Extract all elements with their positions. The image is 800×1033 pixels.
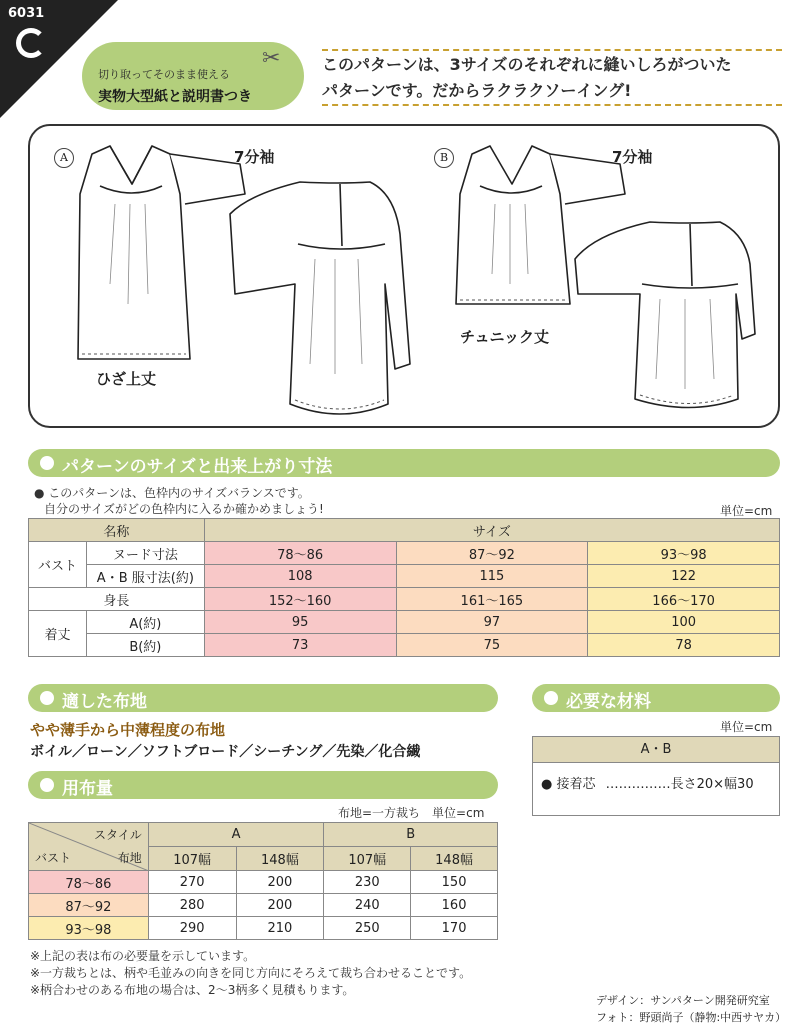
cell: 200 xyxy=(236,871,324,894)
cell: 75 xyxy=(396,634,588,657)
headline-divider-bottom xyxy=(322,104,782,106)
cell: 270 xyxy=(148,871,236,894)
row-height: 身長 xyxy=(29,588,205,611)
style-a-header: A xyxy=(148,823,324,847)
fabric-section-title: 適した布地 xyxy=(62,692,147,712)
size-note-1: ● このパターンは、色枠内のサイズバランスです。 xyxy=(34,486,310,500)
badge-subtitle: 切り取ってそのまま使える xyxy=(98,68,230,81)
badge-title: 実物大型紙と説明書つき xyxy=(98,89,252,105)
headline xyxy=(322,52,782,104)
cell: 73 xyxy=(204,634,396,657)
col-size: サイズ xyxy=(204,519,779,542)
style-a-sleeve-label: 7分袖 xyxy=(234,148,275,166)
table-row xyxy=(29,611,780,634)
headline-line-2: パターンです。だからラクラクソーイング! xyxy=(322,81,632,100)
brand-logo-icon xyxy=(16,28,46,58)
table-row xyxy=(29,894,498,917)
style-a-length-label: ひざ上丈 xyxy=(96,370,157,388)
cell: 210 xyxy=(236,917,324,940)
table-row xyxy=(29,823,498,847)
row-garment: A・B 服寸法(約) xyxy=(86,565,204,588)
cell: 93〜98 xyxy=(588,542,780,565)
credits xyxy=(596,992,786,1026)
style-b-sketch xyxy=(420,134,770,419)
corner-style: スタイル xyxy=(93,828,142,842)
cell: 115 xyxy=(396,565,588,588)
table-row xyxy=(29,917,498,940)
section-bullet-icon xyxy=(40,691,54,705)
materials-unit: 単位=cm xyxy=(720,720,773,734)
cell: 280 xyxy=(148,894,236,917)
bust-cell: 87〜92 xyxy=(29,894,149,917)
style-b-header: B xyxy=(324,823,498,847)
dress-a-back-icon xyxy=(230,182,410,414)
cell: 161〜165 xyxy=(396,588,588,611)
size-note-1-text: このパターンは、色枠内のサイズバランスです。 xyxy=(48,486,310,500)
cell: 87〜92 xyxy=(396,542,588,565)
corner-cell xyxy=(29,823,149,871)
size-table xyxy=(28,518,780,657)
cell: 170 xyxy=(411,917,498,940)
cell: 152〜160 xyxy=(204,588,396,611)
dress-a-front-icon xyxy=(78,146,190,359)
corner-fabric: 布地 xyxy=(117,851,142,865)
table-row xyxy=(29,634,780,657)
cell: 97 xyxy=(396,611,588,634)
cell: 150 xyxy=(411,871,498,894)
cell: 78 xyxy=(588,634,780,657)
row-length: 着丈 xyxy=(29,611,87,657)
cell: 95 xyxy=(204,611,396,634)
table-row xyxy=(29,519,780,542)
cell: 230 xyxy=(324,871,411,894)
corner-bust: バスト xyxy=(35,851,72,865)
fabric-list: ボイル／ローン／ソフトブロード／シーチング／先染／化合繊 xyxy=(30,744,421,760)
size-unit: 単位=cm xyxy=(720,504,773,518)
col-name: 名称 xyxy=(29,519,205,542)
cell: 240 xyxy=(324,894,411,917)
row-b: B(約) xyxy=(86,634,204,657)
section-bullet-icon xyxy=(40,456,54,470)
headline-divider-top xyxy=(322,49,782,51)
bust-cell: 78〜86 xyxy=(29,871,149,894)
table-row xyxy=(29,565,780,588)
style-b-length-label: チュニック丈 xyxy=(460,328,549,346)
materials-header: A・B xyxy=(533,737,779,763)
width-header: 148幅 xyxy=(236,847,324,871)
note: ※一方裁ちとは、柄や毛並みの向きを同じ方向にそろえて裁ち合わせることです。 xyxy=(30,966,472,980)
pattern-code: 6031 xyxy=(8,6,45,21)
cell: 122 xyxy=(588,565,780,588)
width-header: 148幅 xyxy=(411,847,498,871)
cell: 100 xyxy=(588,611,780,634)
headline-line-1: このパターンは、3サイズのそれぞれに縫いしろがついた xyxy=(322,55,732,74)
size-note-2: 自分のサイズがどの色枠内に入るか確かめましょう! xyxy=(44,502,324,516)
cell: 200 xyxy=(236,894,324,917)
materials-item-value: 長さ20×幅30 xyxy=(670,777,754,792)
yardage-table xyxy=(28,822,498,940)
dress-b-back-icon xyxy=(575,222,755,408)
yardage-notes xyxy=(30,948,471,999)
cell: 290 xyxy=(148,917,236,940)
credit-design: デザイン：サンパターン開発研究室 xyxy=(596,994,770,1007)
width-header: 107幅 xyxy=(324,847,411,871)
yardage-meta: 布地=一方裁ち 単位=cm xyxy=(338,806,485,820)
materials-item xyxy=(533,763,779,802)
yardage-section-title: 用布量 xyxy=(62,779,113,799)
materials-item-name: ● 接着芯 xyxy=(541,777,596,792)
row-nude: ヌード寸法 xyxy=(86,542,204,565)
note: ※上記の表は布の必要量を示しています。 xyxy=(30,949,256,963)
style-a-marker: A xyxy=(54,148,74,168)
cell: 78〜86 xyxy=(204,542,396,565)
note: ※柄合わせのある布地の場合は、2〜3柄多く見積もります。 xyxy=(30,983,355,997)
cell: 250 xyxy=(324,917,411,940)
cell: 160 xyxy=(411,894,498,917)
row-bust: バスト xyxy=(29,542,87,588)
fabric-subtitle: やや薄手から中薄程度の布地 xyxy=(30,721,226,739)
cell: 166〜170 xyxy=(588,588,780,611)
style-b-marker: B xyxy=(434,148,454,168)
width-header: 107幅 xyxy=(148,847,236,871)
cell: 108 xyxy=(204,565,396,588)
table-row xyxy=(29,542,780,565)
materials-dots: …………… xyxy=(605,777,671,792)
materials-box xyxy=(532,736,780,816)
row-a: A(約) xyxy=(86,611,204,634)
dress-b-front-icon xyxy=(456,146,570,304)
section-bullet-icon xyxy=(40,778,54,792)
bust-cell: 93〜98 xyxy=(29,917,149,940)
credit-photo: フォト：野頭尚子（静物:中西サヤカ） xyxy=(596,1011,787,1024)
materials-section-title: 必要な材料 xyxy=(566,692,651,712)
section-bullet-icon xyxy=(544,691,558,705)
table-row xyxy=(29,588,780,611)
style-b-sleeve-label: 7分袖 xyxy=(612,148,653,166)
scissors-icon: ✂ xyxy=(262,46,281,71)
size-section-title: パターンのサイズと出来上がり寸法 xyxy=(62,457,333,477)
table-row xyxy=(29,871,498,894)
